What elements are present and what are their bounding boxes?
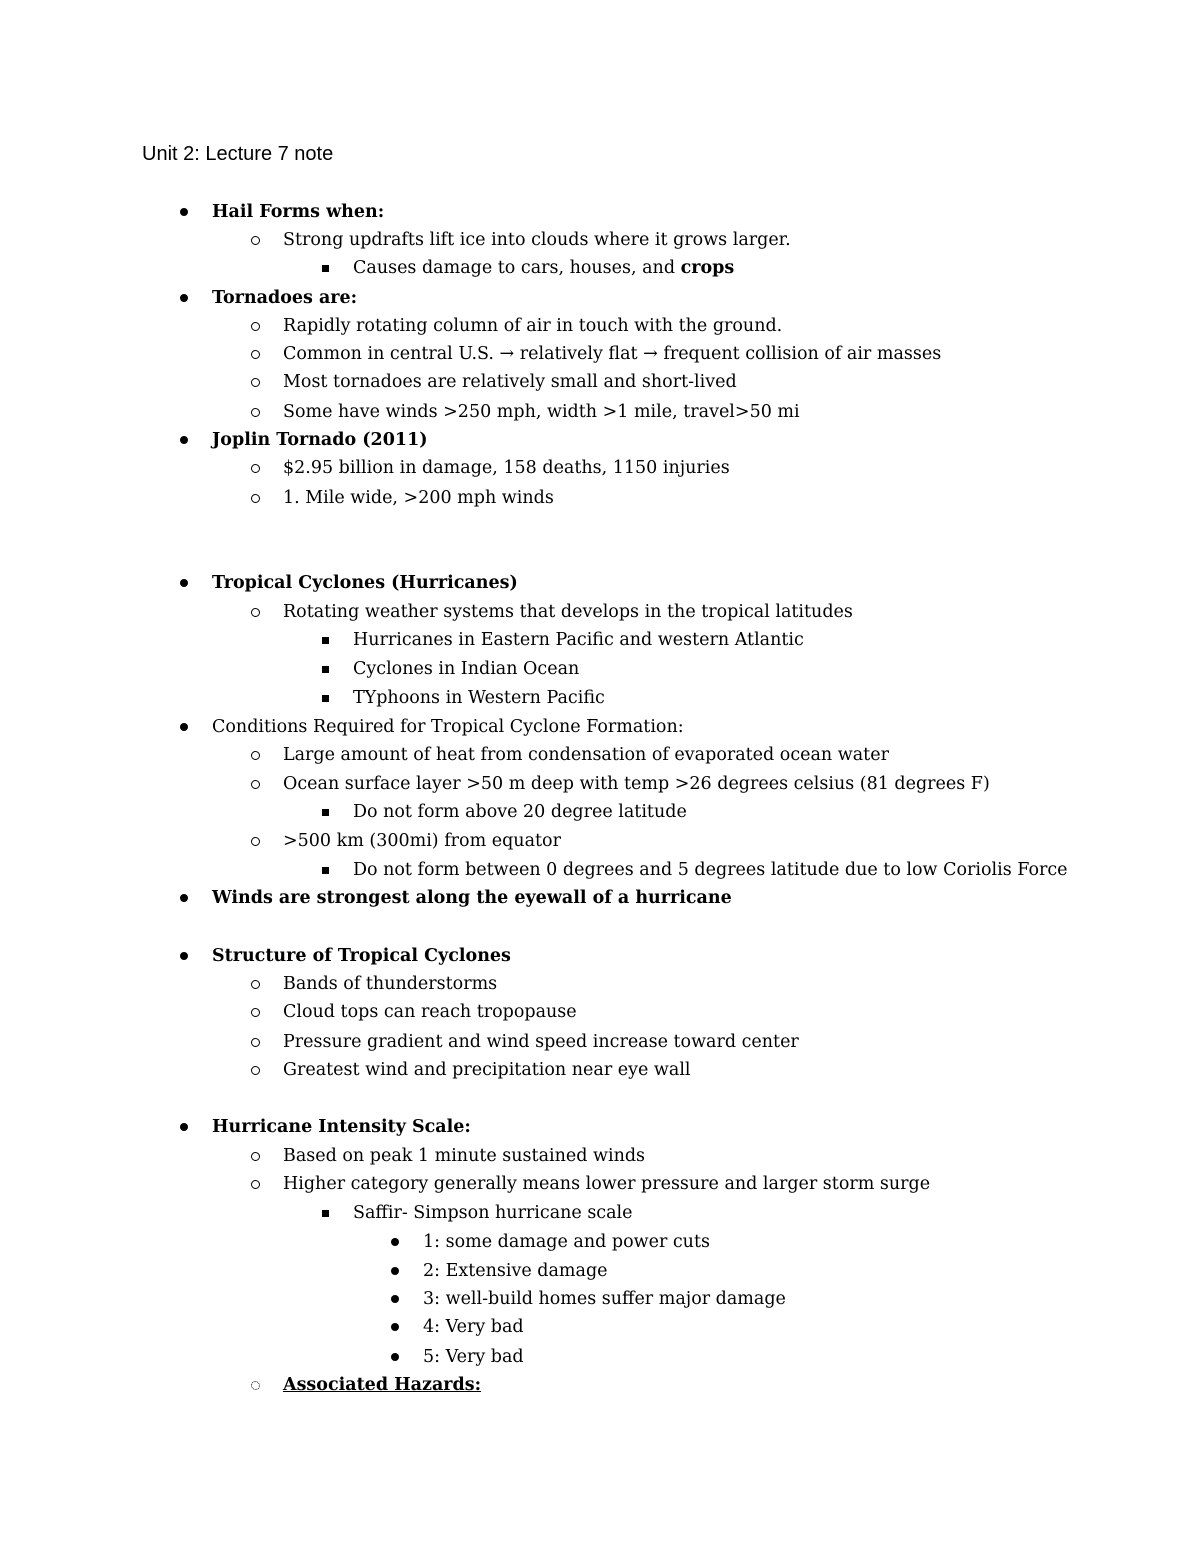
filled-bullet-icon	[174, 198, 194, 226]
list-text: Saffir- Simpson hurricane scale	[353, 1203, 633, 1223]
list-text: 2: Extensive damage	[423, 1261, 608, 1281]
section-heading: Structure of Tropical Cyclones	[212, 946, 511, 966]
list-text: Hurricanes in Eastern Pacific and western Atlantic	[353, 630, 804, 650]
hollow-bullet-icon	[245, 998, 265, 1026]
hollow-bullet-icon	[245, 598, 265, 626]
section-heading: Winds are strongest along the eyewall of a hurricane	[212, 888, 732, 908]
hollow-bullet-icon	[245, 741, 265, 769]
hollow-bullet-icon	[245, 484, 265, 512]
filled-bullet-icon	[174, 284, 194, 312]
list-text: Ocean surface layer >50 m deep with temp >26 degrees celsius (81 degrees F)	[283, 774, 990, 794]
filled-bullet-icon	[385, 1228, 405, 1256]
list-text: 3: well-build homes suffer major damage	[423, 1289, 786, 1309]
section-heading: Tropical Cyclones (Hurricanes)	[212, 573, 518, 593]
hollow-bullet-icon	[245, 1170, 265, 1198]
hollow-bullet-icon	[245, 970, 265, 998]
list-text: $2.95 billion in damage, 158 deaths, 1150 injuries	[283, 458, 730, 478]
section-heading: Associated Hazards:	[283, 1375, 482, 1395]
list-text: 4: Very bad	[423, 1317, 524, 1337]
list-text: Rapidly rotating column of air in touch with the ground.	[283, 316, 783, 336]
square-bullet-icon	[315, 684, 335, 712]
list-text: Causes damage to cars, houses, and crops	[353, 258, 735, 278]
square-bullet-icon	[315, 856, 335, 884]
filled-bullet-icon	[174, 884, 194, 912]
list-text: Common in central U.S. → relatively flat → frequent collision of air masses	[283, 344, 942, 364]
list-text: Based on peak 1 minute sustained winds	[283, 1146, 646, 1166]
list-text: Most tornadoes are relatively small and short-lived	[283, 372, 737, 392]
list-text: Some have winds >250 mph, width >1 mile, travel>50 mi	[283, 402, 800, 422]
filled-bullet-icon	[174, 942, 194, 970]
filled-bullet-icon	[174, 426, 194, 454]
document-title: Unit 2: Lecture 7 note	[142, 143, 334, 165]
square-bullet-icon	[315, 798, 335, 826]
list-text: 1: some damage and power cuts	[423, 1232, 710, 1252]
filled-bullet-icon	[385, 1313, 405, 1341]
square-bullet-icon	[315, 254, 335, 282]
list-text: Greatest wind and precipitation near eye wall	[283, 1060, 691, 1080]
hollow-bullet-icon	[245, 368, 265, 396]
list-text: Cloud tops can reach tropopause	[283, 1002, 577, 1022]
filled-bullet-icon	[385, 1285, 405, 1313]
list-text: >500 km (300mi) from equator	[283, 831, 561, 851]
list-text: 1. Mile wide, >200 mph winds	[283, 488, 554, 508]
hollow-bullet-icon	[245, 1371, 265, 1399]
hollow-bullet-icon	[245, 1142, 265, 1170]
list-text: Do not form between 0 degrees and 5 degrees latitude due to low Coriolis Force	[353, 860, 1068, 880]
hollow-bullet-icon	[245, 827, 265, 855]
list-text: 5: Very bad	[423, 1347, 524, 1367]
filled-bullet-icon	[174, 569, 194, 597]
hollow-bullet-icon	[245, 454, 265, 482]
filled-bullet-icon	[174, 713, 194, 741]
list-text: Do not form above 20 degree latitude	[353, 802, 687, 822]
filled-bullet-icon	[174, 1113, 194, 1141]
list-text: TYphoons in Western Pacific	[353, 688, 605, 708]
hollow-bullet-icon	[245, 340, 265, 368]
list-text: Higher category generally means lower pressure and larger storm surge	[283, 1174, 931, 1194]
hollow-bullet-icon	[245, 1056, 265, 1084]
filled-bullet-icon	[385, 1343, 405, 1371]
hollow-bullet-icon	[245, 398, 265, 426]
hollow-bullet-icon	[245, 226, 265, 254]
square-bullet-icon	[315, 655, 335, 683]
list-text: Cyclones in Indian Ocean	[353, 659, 580, 679]
list-text: Large amount of heat from condensation of evaporated ocean water	[283, 745, 889, 765]
square-bullet-icon	[315, 626, 335, 654]
list-text: Strong updrafts lift ice into clouds where it grows larger.	[283, 230, 791, 250]
section-heading: Hurricane Intensity Scale:	[212, 1117, 471, 1137]
filled-bullet-icon	[385, 1257, 405, 1285]
hollow-bullet-icon	[245, 1028, 265, 1056]
hollow-bullet-icon	[245, 312, 265, 340]
list-text: Rotating weather systems that develops in the tropical latitudes	[283, 602, 853, 622]
list-text: Pressure gradient and wind speed increase toward center	[283, 1032, 799, 1052]
square-bullet-icon	[315, 1199, 335, 1227]
section-heading: Tornadoes are:	[212, 288, 358, 308]
hollow-bullet-icon	[245, 770, 265, 798]
section-heading: Conditions Required for Tropical Cyclone Formation:	[212, 717, 684, 737]
list-text: Bands of thunderstorms	[283, 974, 498, 994]
section-heading: Joplin Tornado (2011)	[212, 430, 428, 450]
section-heading: Hail Forms when:	[212, 202, 385, 222]
